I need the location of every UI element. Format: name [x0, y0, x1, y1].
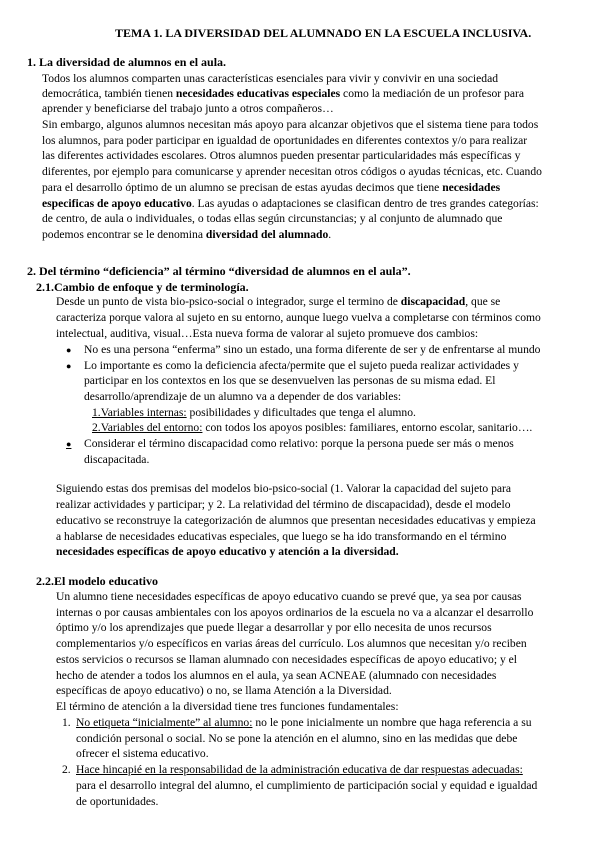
bullet-item: No es una persona “enferma” sino un estado, una forma diferente de ser y de enfrentarse al mundo	[84, 343, 541, 356]
s2-line: Siguiendo estas dos premisas del modelos bio-psico-social (1. Valorar la capacidad del sujeto para	[56, 482, 512, 495]
bullet-item-line: desarrollo/aprendizaje de un alumno va a depender de dos variables:	[84, 390, 402, 403]
s2-line: óptimo y/o los aprendizajes que puede llegar a desarrollar y por ello necesita de unos recursos	[56, 621, 492, 634]
s2-line: internas o por causas ambientales con los apoyos ordinarios de la escuela no va a alcanzar el desarrollo	[56, 606, 534, 619]
s2-line: complementarios y/o específicos en varias áreas del currículo. Los alumnos que necesitan y/o reciben	[56, 637, 527, 650]
page-title: TEMA 1. LA DIVERSIDAD DEL ALUMNADO EN LA ESCUELA INCLUSIVA.	[115, 26, 532, 40]
bullet-icon: ●	[66, 345, 72, 355]
s2-line: hecho de atender a todos los alumnos en el aula, ya sean ACNEAE (alumnado con necesidades	[56, 669, 497, 682]
function-item-line: para el desarrollo integral del alumno, el cumplimiento de participación social y equidad e igualdad	[76, 779, 538, 792]
s1-line: podemos encontrar se le denomina diversidad del alumnado.	[42, 228, 332, 241]
s2-line: Un alumno tiene necesidades específicas de apoyo educativo cuando se prevé que, ya sea por causas	[56, 590, 522, 603]
s2-line: a hablarse de necesidades educativas especiales, que luego se ha ido transformando en el término	[56, 530, 507, 543]
function-number: 1.	[62, 716, 71, 729]
function-item: No etiqueta “inicialmente” al alumno: no le pone inicialmente un nombre que haga referencia a su	[76, 716, 532, 729]
function-item-line: de oportunidades.	[76, 795, 159, 808]
s1-line: democrática, también tienen necesidades educativas especiales como la mediación de un profesor para	[42, 87, 524, 100]
s1-line: Sin embargo, algunos alumnos necesitan más apoyo para alcanzar objetivos que el sistema tiene para todos	[42, 118, 539, 131]
s1-line: para el desarrollo óptimo de un alumno se precisan de estas ayudas decimos que tiene necesidades	[42, 181, 501, 194]
bullet-icon: ●	[66, 361, 72, 371]
s1-line: las diferentes actividades escolares. Otros alumnos pueden presentar particularidades más específicas y	[42, 149, 521, 162]
s1-line: aprender y beneficiarse del trabajo junto a otros compañeros…	[42, 102, 334, 115]
s2-line: necesidades específicas de apoyo educativo y atención a la diversidad.	[56, 545, 399, 558]
bullet-item-line: discapacitada.	[84, 453, 150, 466]
subsection-2-2-heading: 2.2.El modelo educativo	[36, 574, 158, 588]
bullet-item: Lo importante es como la deficiencia afecta/permite que el sujeto pueda realizar actividades y	[84, 359, 519, 372]
bullet-icon: ●	[66, 439, 72, 449]
s2-line: Desde un punto de vista bio-psico-social o integrador, surge el termino de discapacidad, que se	[56, 295, 501, 308]
s1-line: los alumnos, para poder participar en igualdad de oportunidades en diferentes contextos y/o para realizar	[42, 134, 528, 147]
bullet-item-line: participar en los contextos en los que se desenvuelven las personas de su misma edad. El	[84, 374, 496, 387]
function-number: 2.	[62, 763, 71, 776]
s2-line: intelectual, auditiva, visual…Esta nueva forma de valorar al sujeto promueve dos cambios:	[56, 327, 479, 340]
s2-line: específicas de apoyo educativo) o no, se llama Atención a la Diversidad.	[56, 684, 392, 697]
variable-item: 2.Variables del entorno: con todos los apoyos posibles: familiares, entorno escolar, sanitario….	[92, 421, 533, 434]
section-2-heading: 2. Del término “deficiencia” al término “diversidad de alumnos en el aula”.	[27, 264, 411, 278]
subsection-2-1-heading: 2.1.Cambio de enfoque y de terminología.	[36, 280, 249, 294]
section-1-heading: 1. La diversidad de alumnos en el aula.	[27, 55, 227, 69]
variable-item: 1.Variables internas: posibilidades y dificultades que tenga el alumno.	[92, 406, 416, 419]
s2-line: realizar actividades y participar; y 2. La relatividad del término de discapacidad), desde el modelo	[56, 498, 511, 511]
bullet-item: Considerar el término discapacidad como relativo: porque la persona puede ser más o menos	[84, 437, 514, 450]
s1-line: Todos los alumnos comparten unas características esenciales para vivir y convivir en una sociedad	[42, 72, 499, 85]
s1-line: especificas de apoyo educativo. Las ayudas o adaptaciones se clasifican dentro de tres grandes categorías:	[42, 197, 539, 210]
s2-line: educativo se reconstruye la categorización de alumnos que presentan necesidades educativas y empieza	[56, 514, 536, 527]
s2-line: caracteriza porque valora al sujeto en su entorno, aunque luego vuelva a completarse con términos como	[56, 311, 541, 324]
function-item: Hace hincapié en la responsabilidad de la administración educativa de dar respuestas adecuadas:	[76, 763, 523, 776]
s1-line: diferentes, por ejemplo para comunicarse y aprender necesitan otros códigos o ayudas técnicas, etc. Cuando	[42, 165, 542, 178]
function-item-line: ofrecer el sistema educativo.	[76, 747, 209, 760]
s2-line: estos servicios o recursos se llaman alumnado con necesidades específicas de apoyo educativo; y el	[56, 653, 518, 666]
function-item-line: condición personal o social. No se pone la atención en el alumno, sino en las medidas que debe	[76, 732, 518, 745]
s1-line: de centro, de aula o individuales, o todas ellas según circunstancias; y al conjunto de alumnado que	[42, 212, 503, 225]
s2-line: El término de atención a la diversidad tiene tres funciones fundamentales:	[56, 700, 399, 713]
